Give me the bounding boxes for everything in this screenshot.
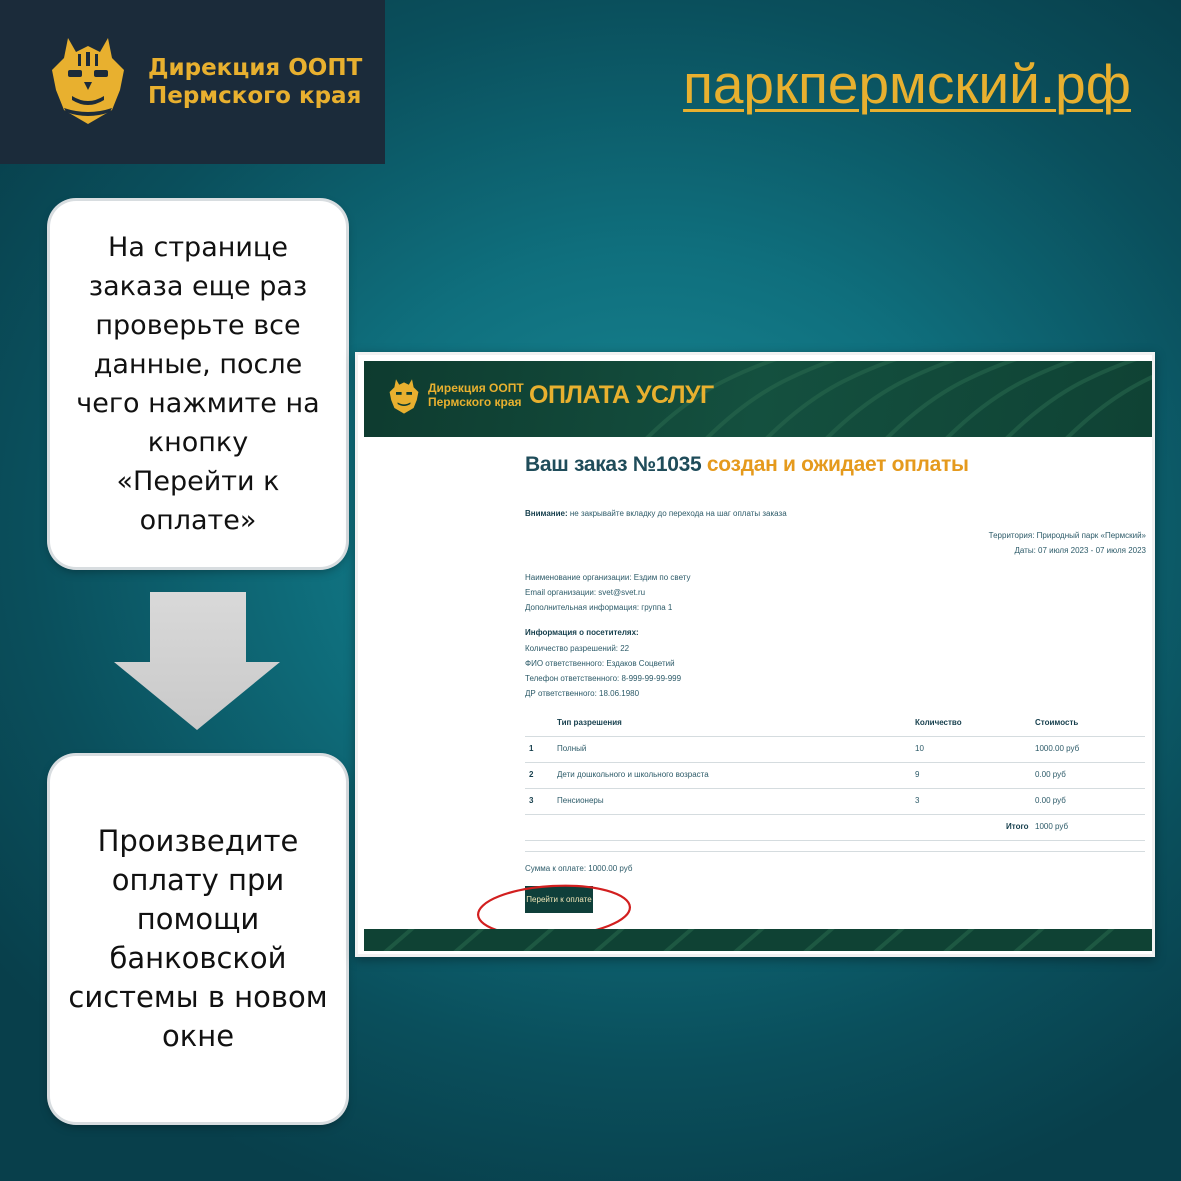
visitors-header: Информация о посетителях: [525, 628, 639, 637]
table-total-value: 1000 руб [1035, 822, 1069, 831]
down-arrow-icon [114, 592, 280, 730]
responsible-birth: ДР ответственного: 18.06.1980 [525, 689, 640, 698]
permits-count: Количество разрешений: 22 [525, 644, 630, 653]
order-header-logo-line2: Пермского края [428, 395, 522, 409]
table-divider [525, 788, 1145, 789]
responsible-name: ФИО ответственного: Ездаков Соцветий [525, 659, 675, 668]
notice-label: Внимание: [525, 509, 568, 518]
table-row-3-num: 3 [529, 796, 534, 805]
table-header-qty: Количество [915, 718, 962, 727]
table-header-type: Тип разрешения [557, 718, 622, 727]
table-divider [525, 736, 1145, 737]
go-to-payment-button[interactable]: Перейти к оплате [525, 886, 593, 913]
order-status: создан и ожидает оплаты [706, 453, 969, 476]
territory: Территория: Природный парк «Пермский» [988, 531, 1146, 540]
table-divider [525, 851, 1145, 852]
table-divider [525, 840, 1145, 841]
table-row-2-type: Дети дошкольного и школьного возраста [557, 770, 709, 779]
responsible-phone: Телефон ответственного: 8-999-99-99-999 [525, 674, 682, 683]
table-total-label: Итого [1006, 822, 1029, 831]
table-row-1-num: 1 [529, 744, 534, 753]
org-email: Email организации: svet@svet.ru [525, 588, 646, 597]
org-name: Наименование организации: Ездим по свету [525, 573, 691, 582]
lynx-emblem-icon [38, 30, 138, 130]
table-row-2-cost: 0.00 руб [1035, 770, 1066, 779]
order-page-footer [364, 929, 1152, 951]
step-card-pay [50, 756, 346, 1122]
brand-name-line2: Пермского края [148, 83, 362, 109]
wave-pattern-footer-icon [364, 929, 1152, 951]
table-row-1-cost: 1000.00 руб [1035, 744, 1080, 753]
order-header-logo-line1: Дирекция ООПТ [428, 381, 524, 395]
notice [525, 509, 787, 518]
dates: Даты: 07 июля 2023 - 07 июля 2023 [1014, 546, 1146, 555]
order-header-title: ОПЛАТА УСЛУГ [529, 381, 714, 409]
order-number: Ваш заказ №1035 [525, 453, 702, 476]
sum-to-pay: Сумма к оплате: 1000.00 руб [525, 864, 633, 873]
brand-logo-block [0, 0, 385, 164]
table-row-3-cost: 0.00 руб [1035, 796, 1066, 805]
brand-name [148, 54, 362, 110]
step-2-text: Произведите оплату при помощи банковской системы в новом окне [68, 824, 328, 1053]
table-row-1-qty: 10 [915, 744, 924, 753]
step-1-text: На странице заказа еще раз проверьте все данные, после чего нажмите на кнопку «Перейти к оплате» [76, 232, 320, 536]
table-header-cost: Стоимость [1035, 718, 1079, 727]
order-title [525, 453, 969, 477]
site-link[interactable]: паркпермский.рф [683, 53, 1131, 115]
order-page-body [358, 355, 1152, 954]
table-row-2-qty: 9 [915, 770, 920, 779]
extra-info: Дополнительная информация: группа 1 [525, 603, 673, 612]
step-card-check-order [50, 201, 346, 567]
order-page-screenshot [355, 352, 1155, 957]
table-row-3-qty: 3 [915, 796, 920, 805]
table-row-1-type: Полный [557, 744, 587, 753]
brand-name-line1: Дирекция ООПТ [148, 55, 363, 81]
table-divider [525, 814, 1145, 815]
notice-text: не закрывайте вкладку до перехода на шаг оплаты заказа [569, 509, 787, 518]
table-divider [525, 762, 1145, 763]
table-row-3-type: Пенсионеры [557, 796, 604, 805]
table-row-2-num: 2 [529, 770, 534, 779]
